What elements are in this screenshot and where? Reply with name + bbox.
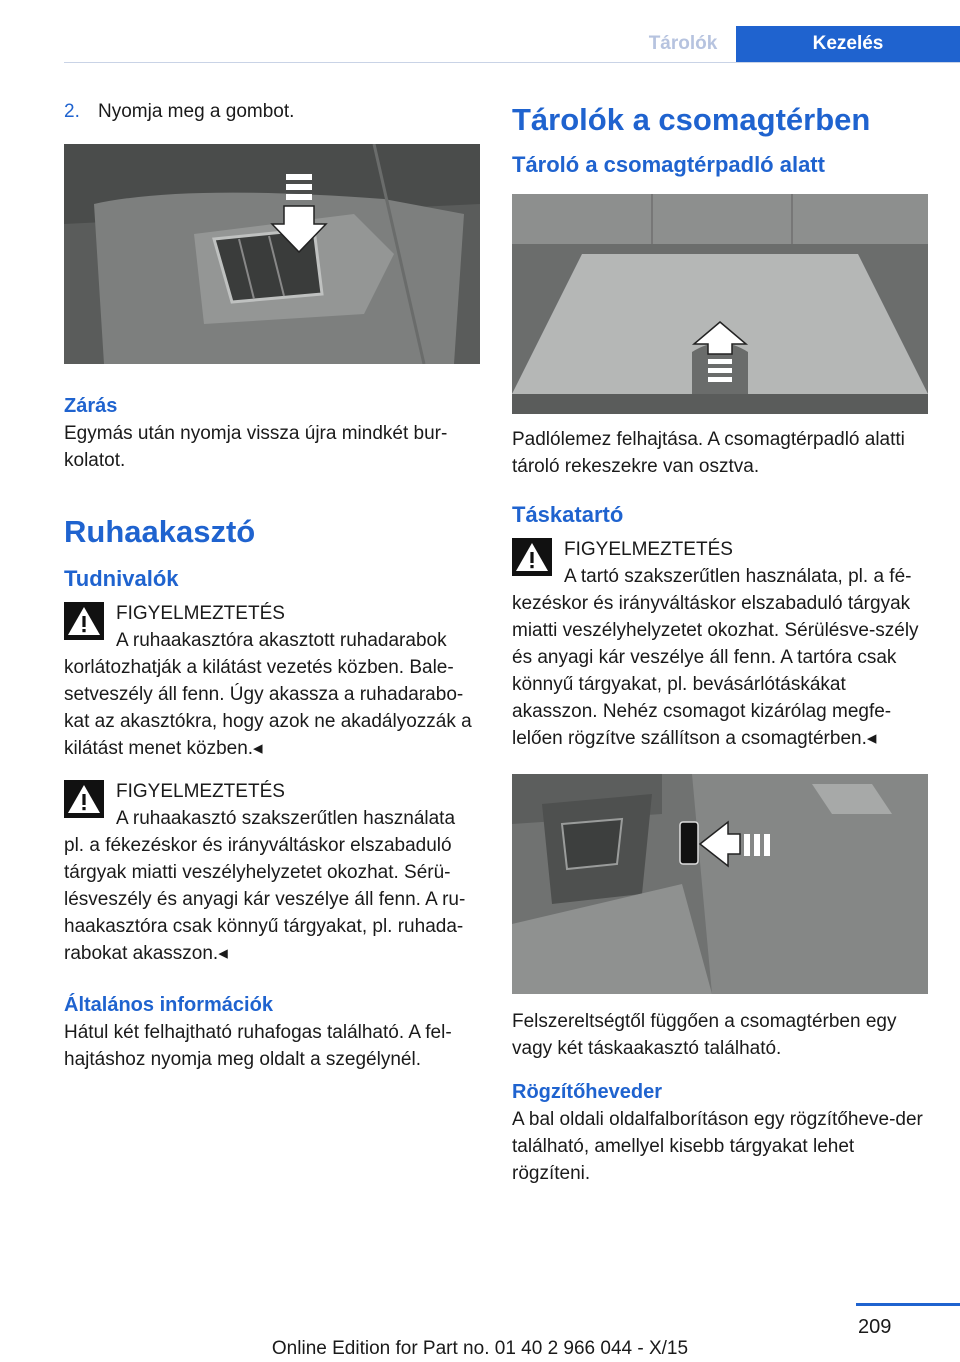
warning-block-3 (512, 536, 928, 752)
floor-panel-text: Padlólemez felhajtása. A csomagtérpadló alatti tároló rekeszekre van osztva. (512, 429, 905, 477)
general-info-heading: Általános információk (64, 994, 273, 1016)
rear-seat-button-illustration (64, 144, 480, 364)
warning2-text: pl. a fékezéskor és irányváltáskor elszabaduló tárgyak miatti veszélyhelyzetet okozhat. Sérü-lésveszély és anyagi kár veszélye áll fenn. A ru-haakasztóra csak könnyű tárgyakat, pl. ruhada-rabokat akasszon.◂ (64, 835, 466, 964)
warning3-text: kezéskor és irányváltáskor elszabaduló tárgyak miatti veszélyhelyzetet okozhat. Sérülésve-szély és anyagi kár veszélye áll fenn. A tartóra csak könnyű tárgyakat, pl. bevásárlótáskákat akasszon. Nehéz csomagot kizárólag megfe-lelően rögzítve szállítson a csomagtérben.◂ (512, 593, 919, 749)
edition-footer: Online Edition for Part no. 01 40 2 966 044 - X/15 (271, 1338, 689, 1359)
strap-heading: Rögzítőheveder (512, 1081, 663, 1103)
warning3-first-line: A tartó szakszerűtlen használata, pl. a fé- (564, 566, 912, 587)
general-info-text: Hátul két felhajtható ruhafogas található. A fel-hajtáshoz nyomja meg oldalt a szegélynél. (64, 1022, 452, 1070)
footer-accent-line (856, 1303, 960, 1306)
right-column (512, 98, 928, 1187)
cargo-floor-illustration (512, 194, 928, 414)
warning1-first-line: A ruhaakasztóra akasztott ruhadarabok (116, 630, 447, 651)
step-item (64, 98, 480, 125)
warning2-title: FIGYELMEZTETÉS (116, 781, 285, 802)
section-title-luggage-storage: Tárolók a csomagtérben (512, 102, 871, 137)
left-column (64, 98, 480, 1073)
warning-icon (64, 602, 104, 640)
step-text: Nyomja meg a gombot. (98, 101, 295, 122)
warning-block-2 (64, 778, 480, 967)
tab-storage[interactable]: Tárolók (648, 33, 718, 54)
page-number: 209 (858, 1316, 892, 1338)
bag-hook-text: Felszereltségtől függően a csomagtérben egy vagy két táskaakasztó található. (512, 1011, 897, 1059)
warning2-first-line: A ruhaakasztó szakszerűtlen használata (116, 808, 456, 829)
step-number: 2. (64, 101, 80, 122)
warning-icon (64, 780, 104, 818)
warning-block-1 (64, 600, 480, 762)
warning1-title: FIGYELMEZTETÉS (116, 603, 285, 624)
warning1-text: korlátozhatják a kilátást vezetés közben. Bale-setveszély áll fenn. Úgy akassza a ruhadarabo-kat az akasztókra, hogy azok ne akadályozzák a kilátást menet közben.◂ (64, 657, 472, 759)
strap-text: A bal oldali oldalfalborításon egy rögzítőheve-der található, amellyel kisebb tárgyakat lehet rögzíteni. (512, 1109, 923, 1184)
bag-hook-illustration (512, 774, 928, 994)
bag-hook-heading: Táskatartó (512, 502, 624, 527)
closing-heading: Zárás (64, 395, 118, 417)
info-heading: Tudnivalók (64, 566, 179, 591)
warning3-title: FIGYELMEZTETÉS (564, 539, 733, 560)
warning-icon (512, 538, 552, 576)
closing-text: Egymás után nyomja vissza újra mindkét bur-kolatot. (64, 423, 448, 471)
tab-operation[interactable]: Kezelés (736, 26, 960, 62)
under-floor-heading: Tároló a csomagtérpadló alatt (512, 152, 825, 177)
section-title-coat-hook: Ruhaakasztó (64, 514, 256, 549)
header-divider (64, 62, 960, 63)
